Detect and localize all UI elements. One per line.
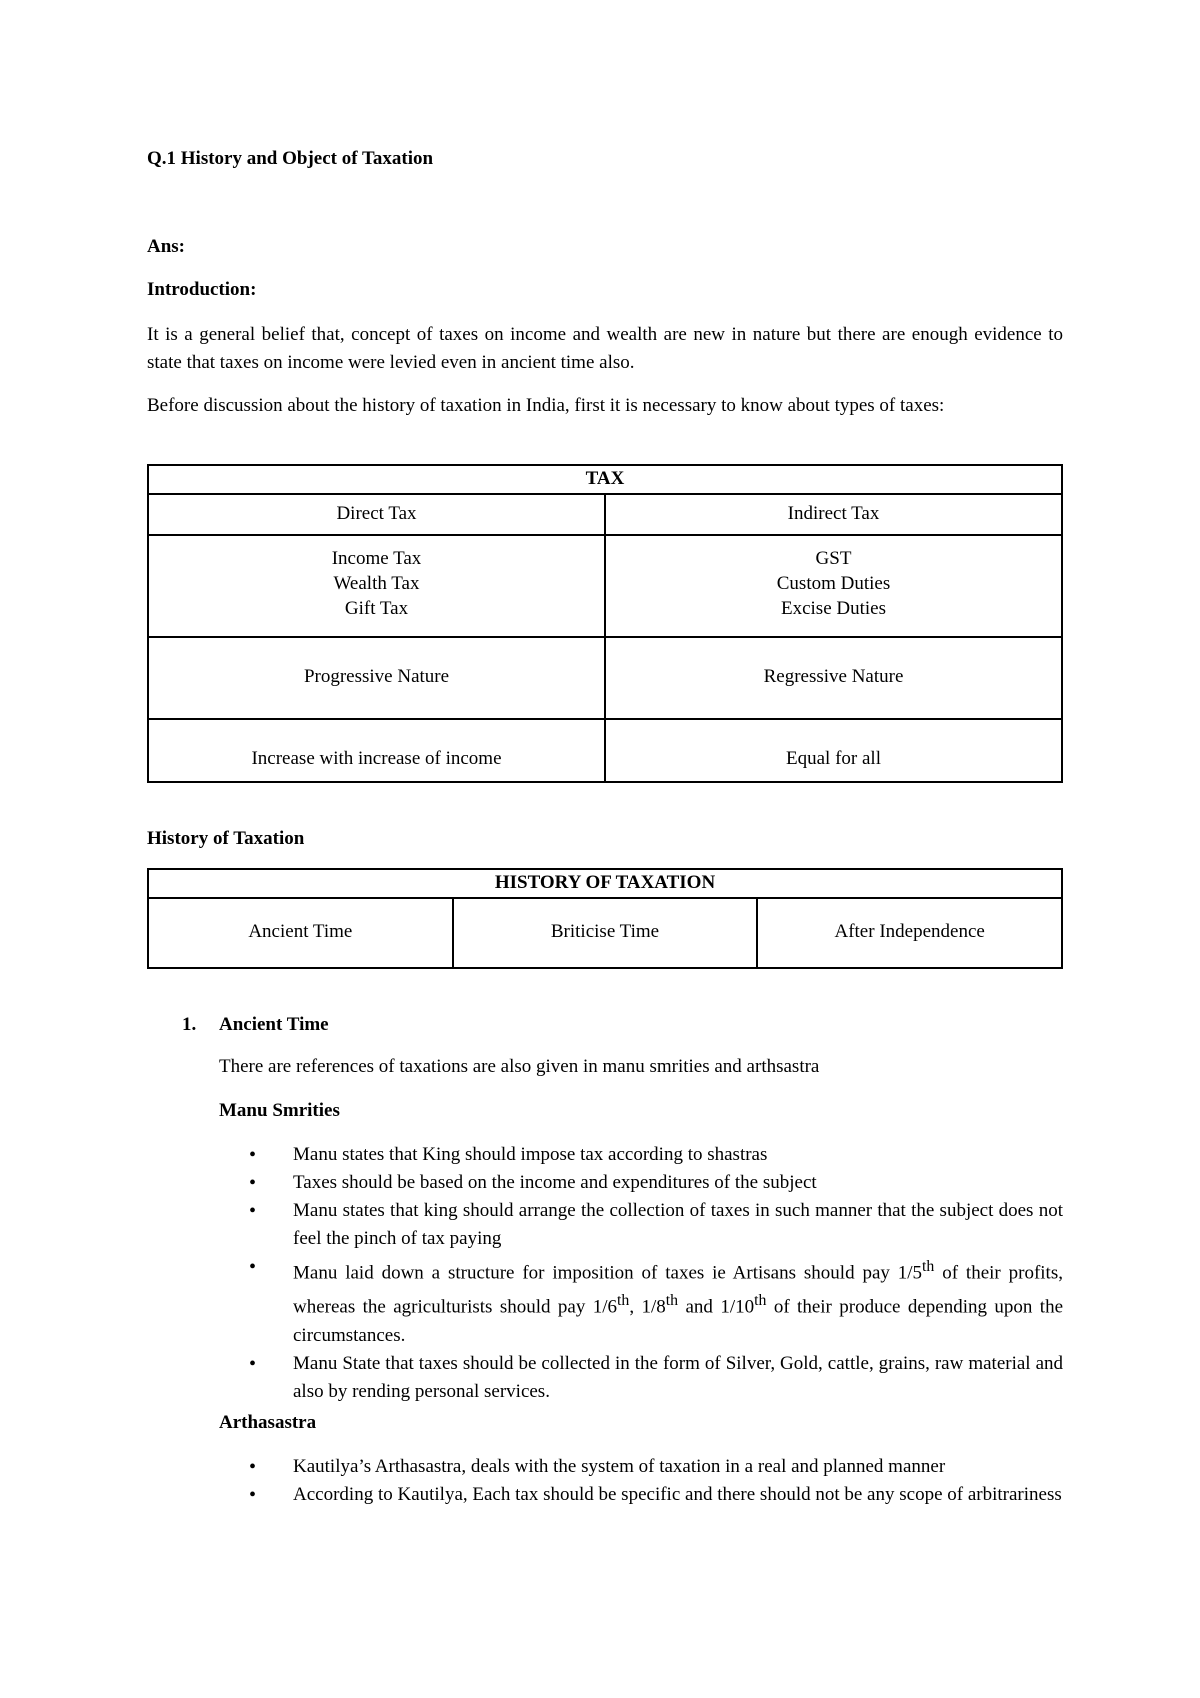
list-item: • Kautilya’s Arthasastra, deals with the system of taxation in a real and planned manner	[219, 1453, 1063, 1481]
section-number: 1.	[182, 1014, 197, 1035]
period-after-independence: After Independence	[757, 898, 1062, 968]
answer-label: Ans:	[147, 236, 186, 257]
manu-smrities-list	[219, 1141, 1063, 1406]
period-briticise-time: Briticise Time	[453, 898, 758, 968]
indirect-tax-header: Indirect Tax	[605, 494, 1062, 535]
section-intro: There are references of taxations are also given in manu smrities and arthsastra	[219, 1056, 820, 1077]
arthasastra-heading: Arthasastra	[219, 1412, 317, 1433]
superscript: th	[754, 1292, 767, 1310]
list-item	[219, 1253, 1063, 1350]
list-item: • Taxes should be based on the income and expenditures of the subject	[219, 1169, 1063, 1197]
structure-text: and 1/10	[678, 1296, 755, 1318]
indirect-tax-item: Custom Duties	[776, 572, 891, 594]
direct-tax-header: Direct Tax	[148, 494, 605, 535]
indirect-tax-item: Excise Duties	[780, 597, 886, 619]
section-title: Ancient Time	[219, 1014, 329, 1035]
superscript: th	[617, 1292, 630, 1310]
history-heading: History of Taxation	[147, 828, 305, 849]
structure-text: of their produce depending upon the circumstances.	[293, 1296, 1064, 1346]
indirect-tax-effect: Equal for all	[605, 719, 1062, 782]
superscript: th	[665, 1292, 679, 1310]
manu-smrities-heading: Manu Smrities	[219, 1100, 340, 1121]
introduction-heading: Introduction:	[147, 279, 257, 300]
list-item: • According to Kautilya, Each tax should be specific and there should not be any scope of arbitrariness	[219, 1481, 1063, 1509]
list-item: • Manu states that King should impose tax according to shastras	[219, 1141, 1063, 1169]
direct-tax-effect: Increase with increase of income	[148, 719, 605, 782]
list-item: • Manu State that taxes should be collected in the form of Silver, Gold, cattle, grains, raw material and also by rending personal services.	[219, 1350, 1063, 1406]
history-table-title: HISTORY OF TAXATION	[148, 869, 1062, 898]
tax-table-title: TAX	[148, 465, 1062, 494]
direct-tax-nature: Progressive Nature	[148, 637, 605, 719]
structure-text: , 1/8	[629, 1296, 666, 1318]
direct-tax-item: Wealth Tax	[333, 572, 420, 594]
list-item: • Manu states that king should arrange the collection of taxes in such manner that the subject does not feel the pinch of tax paying	[219, 1197, 1063, 1253]
superscript: th	[922, 1258, 935, 1275]
intro-paragraph-1: It is a general belief that, concept of taxes on income and wealth are new in nature but there are enough evidence to state that taxes on income were levied even in ancient time also.	[147, 324, 1063, 373]
question-title: Q.1 History and Object of Taxation	[147, 148, 434, 169]
history-table	[147, 868, 1063, 969]
indirect-tax-item: GST	[815, 547, 852, 569]
arthasastra-list	[219, 1453, 1063, 1509]
structure-text: Manu laid down a structure for imposition of taxes ie Artisans should pay 1/5	[293, 1262, 923, 1284]
direct-tax-list	[148, 535, 605, 637]
intro-paragraph-2: Before discussion about the history of taxation in India, first it is necessary to know about types of taxes:	[147, 395, 945, 416]
direct-tax-item: Gift Tax	[344, 597, 409, 619]
structure-text: of their profits, whereas the agriculturists should pay 1/6	[293, 1262, 1063, 1318]
indirect-tax-list	[605, 535, 1062, 637]
indirect-tax-nature: Regressive Nature	[605, 637, 1062, 719]
direct-tax-item: Income Tax	[331, 547, 422, 569]
tax-types-table	[147, 464, 1063, 783]
period-ancient-time: Ancient Time	[148, 898, 453, 968]
